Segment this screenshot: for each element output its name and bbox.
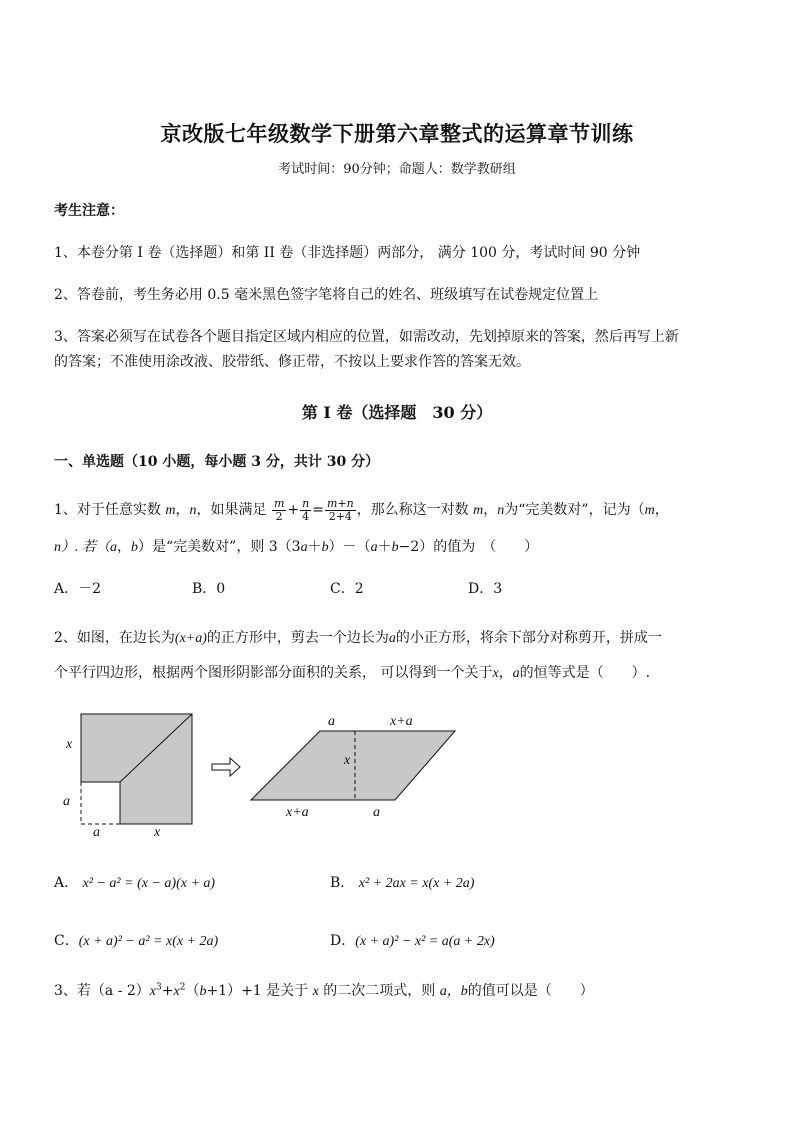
label-pg-top-xa: x+a (390, 714, 413, 729)
label-square-x-bottom: x (154, 825, 161, 840)
label-pg-mid-x: x (344, 753, 351, 768)
notice-item-3-line1: 3、答案必须写在试卷各个题目指定区域内相应的位置，如需改动，先划掉原来的答案，然后再写上新 (54, 329, 679, 345)
q2-figure (50, 700, 470, 845)
notice-heading: 考生注意： (54, 203, 124, 219)
question-2-line1: 2、如图，在边长为(x+a)的正方形中，剪去一个边长为a的小正方形，将余下部分对称剪开，拼成一 (54, 630, 662, 646)
parallelogram-shaded (251, 731, 455, 800)
removed-square-outline (81, 782, 120, 824)
section-title: 第 I 卷（选择题 30 分） (301, 403, 493, 422)
q1-option-d[interactable]: D．3 (468, 581, 503, 597)
part-title: 一、单选题（10 小题，每小题 3 分，共计 30 分） (54, 454, 380, 470)
q2-option-d[interactable]: D．(x + a)² − x² = a(a + 2x) (330, 933, 495, 949)
label-square-a-bottom: a (93, 825, 100, 840)
label-pg-bottom-xa: x+a (286, 805, 309, 820)
notice-item-1: 1、本卷分第 I 卷（选择题）和第 II 卷（非选择题）两部分， 满分 100 分，考试时间 90 分钟 (54, 245, 641, 261)
fraction-m-over-2: $\frac{m}{2}$ (273, 496, 285, 523)
label-pg-bottom-a: a (373, 805, 380, 820)
exam-info: 考试时间：90分钟；命题人：数学教研组 (278, 162, 516, 177)
question-1-line1: 1、对于任意实数 m，n，如果满足 $\frac{m}{2}$ + $\frac{n}{4}$ = $\frac{m+n}{2+4}$ ，那么称这一对数 m，n为“完美数对”，记为（m， (54, 496, 669, 523)
square-shaded-region (81, 714, 192, 824)
fraction-mn-over-6: $\frac{m+n}{2+4}$ (326, 496, 354, 523)
question-1-line2: n）. 若（a，b）是“完美数对”，则 3（3a＋b）－（a＋b−2）的值为 （ ） (54, 539, 539, 555)
question-3: 3、若$(a - 2)x^3+x^2(b+1)+1$ 是关于 x 的二次二项式，则 a，b的值可以是（ ） (54, 982, 594, 999)
q1-option-a[interactable]: A．－2 (54, 581, 102, 597)
question-2-line2: 个平行四边形，根据两个图形阴影部分面积的关系， 可以得到一个关于x，a的恒等式是（ ）. (54, 665, 651, 681)
q1-option-c[interactable]: C．2 (330, 581, 364, 597)
label-square-a-left: a (63, 794, 70, 809)
page-title: 京改版七年级数学下册第六章整式的运算章节训练 (160, 121, 634, 146)
q2-option-c[interactable]: C．(x + a)² − a² = x(x + 2a) (54, 933, 219, 949)
right-arrow-icon (212, 758, 240, 776)
label-pg-top-a: a (328, 714, 335, 729)
notice-item-3-line2: 的答案；不准使用涂改液、胶带纸、修正带，不按以上要求作答的答案无效。 (54, 354, 530, 370)
q2-option-b[interactable]: B． x² + 2ax = x(x + 2a) (330, 875, 475, 891)
q1-option-b[interactable]: B．0 (192, 581, 226, 597)
fraction-n-over-4: $\frac{n}{4}$ (302, 496, 310, 523)
q2-option-a[interactable]: A． x² − a² = (x − a)(x + a) (54, 875, 216, 891)
notice-item-2: 2、答卷前，考生务必用 0.5 毫米黑色签字笔将自己的姓名、班级填写在试卷规定位置上 (54, 287, 599, 303)
label-square-x: x (66, 737, 73, 752)
